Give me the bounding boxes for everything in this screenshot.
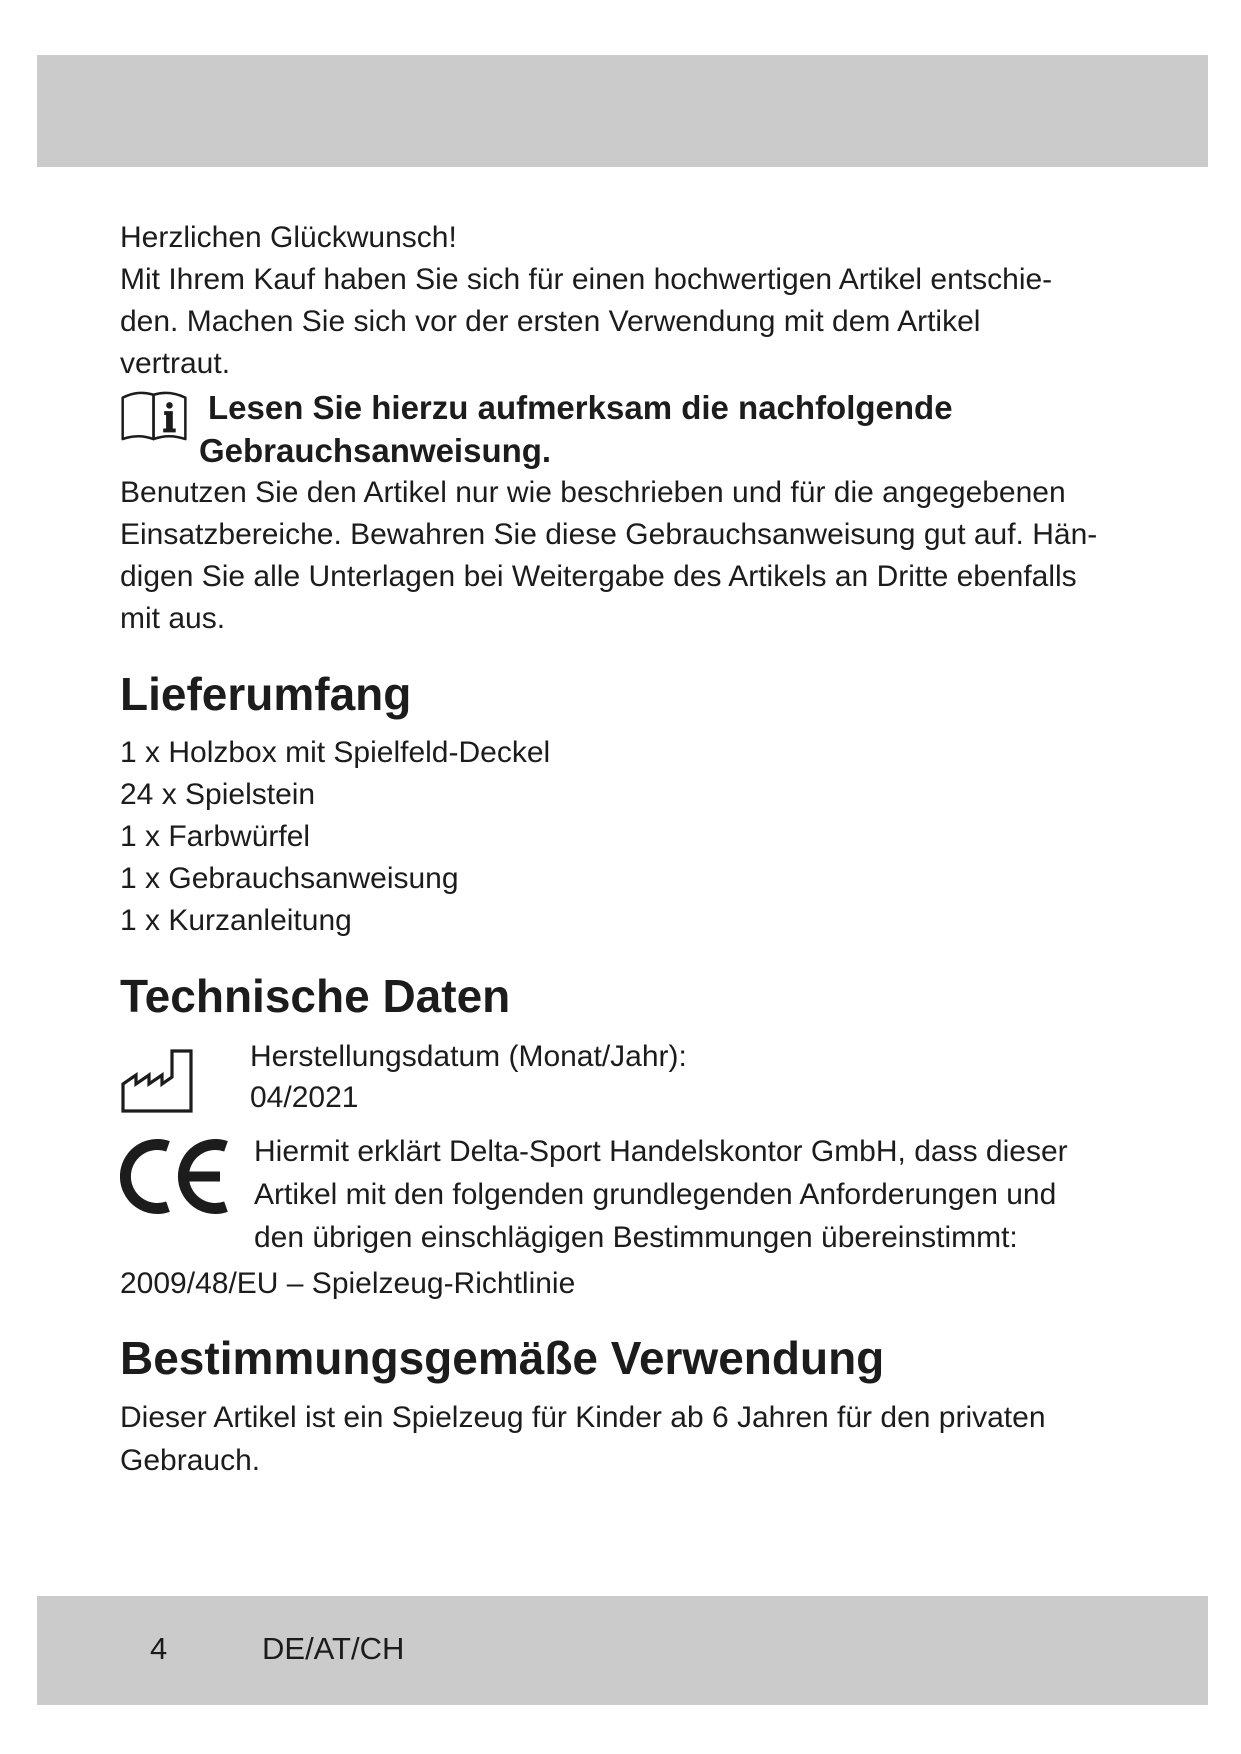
intro-line: vertraut. bbox=[120, 347, 231, 380]
notice-line: Lesen Sie hierzu aufmerksam die nachfolgende bbox=[208, 389, 953, 426]
header-band bbox=[37, 55, 1208, 167]
read-instructions-icon bbox=[120, 388, 189, 442]
manufacture-date-icon bbox=[120, 1048, 194, 1114]
intro-paragraph bbox=[120, 217, 1052, 385]
ce-declaration-line: Artikel mit den folgenden grundlegenden Anforderungen und bbox=[254, 1178, 1057, 1211]
list-item: 1 x Farbwürfel bbox=[120, 820, 311, 853]
page-number: 4 bbox=[150, 1631, 168, 1666]
list-item: 1 x Holzbox mit Spielfeld-Deckel bbox=[120, 736, 551, 769]
intended-use-paragraph bbox=[120, 1396, 1046, 1482]
intro-line: den. Machen Sie sich vor der ersten Verwendung mit dem Artikel bbox=[120, 305, 981, 338]
ce-declaration-line: Hiermit erklärt Delta-Sport Handelskontor GmbH, dass dieser bbox=[254, 1135, 1068, 1168]
usage-line: mit aus. bbox=[120, 602, 226, 635]
footer-band bbox=[37, 1596, 1208, 1705]
intro-line: Mit Ihrem Kauf haben Sie sich für einen hochwertigen Artikel entschie- bbox=[120, 263, 1053, 296]
intended-use-line: Dieser Artikel ist ein Spielzeug für Kinder ab 6 Jahren für den privaten bbox=[120, 1401, 1046, 1434]
ce-mark-icon bbox=[120, 1139, 233, 1215]
ce-declaration bbox=[254, 1130, 1068, 1259]
directive-reference: 2009/48/EU – Spielzeug-Richtlinie bbox=[120, 1267, 576, 1300]
manufacture-date-value: 04/2021 bbox=[250, 1081, 359, 1114]
delivery-list bbox=[120, 732, 550, 942]
usage-line: digen Sie alle Unterlagen bei Weitergabe des Artikels an Dritte ebenfalls bbox=[120, 560, 1077, 593]
list-item: 1 x Kurzanleitung bbox=[120, 904, 352, 937]
usage-paragraph bbox=[120, 472, 1097, 640]
usage-line: Benutzen Sie den Artikel nur wie beschrieben und für die angegebenen bbox=[120, 476, 1066, 509]
intended-use-line: Gebrauch. bbox=[120, 1444, 261, 1477]
manufacture-date-label: Herstellungsdatum (Monat/Jahr): bbox=[250, 1040, 687, 1073]
manufacture-date bbox=[250, 1036, 687, 1118]
ce-declaration-line: den übrigen einschlägigen Bestimmungen übereinstimmt: bbox=[254, 1221, 1018, 1254]
intended-use-heading: Bestimmungsgemäße Verwendung bbox=[120, 1332, 885, 1384]
list-item: 24 x Spielstein bbox=[120, 778, 316, 811]
delivery-heading: Lieferumfang bbox=[120, 668, 412, 720]
list-item: 1 x Gebrauchsanweisung bbox=[120, 862, 459, 895]
notice-line: Gebrauchsanweisung. bbox=[199, 432, 552, 469]
region-label: DE/AT/CH bbox=[262, 1631, 405, 1666]
intro-line: Herzlichen Glückwunsch! bbox=[120, 221, 457, 254]
usage-line: Einsatzbereiche. Bewahren Sie diese Gebrauchsanweisung gut auf. Hän- bbox=[120, 518, 1098, 551]
technical-heading: Technische Daten bbox=[120, 970, 511, 1022]
